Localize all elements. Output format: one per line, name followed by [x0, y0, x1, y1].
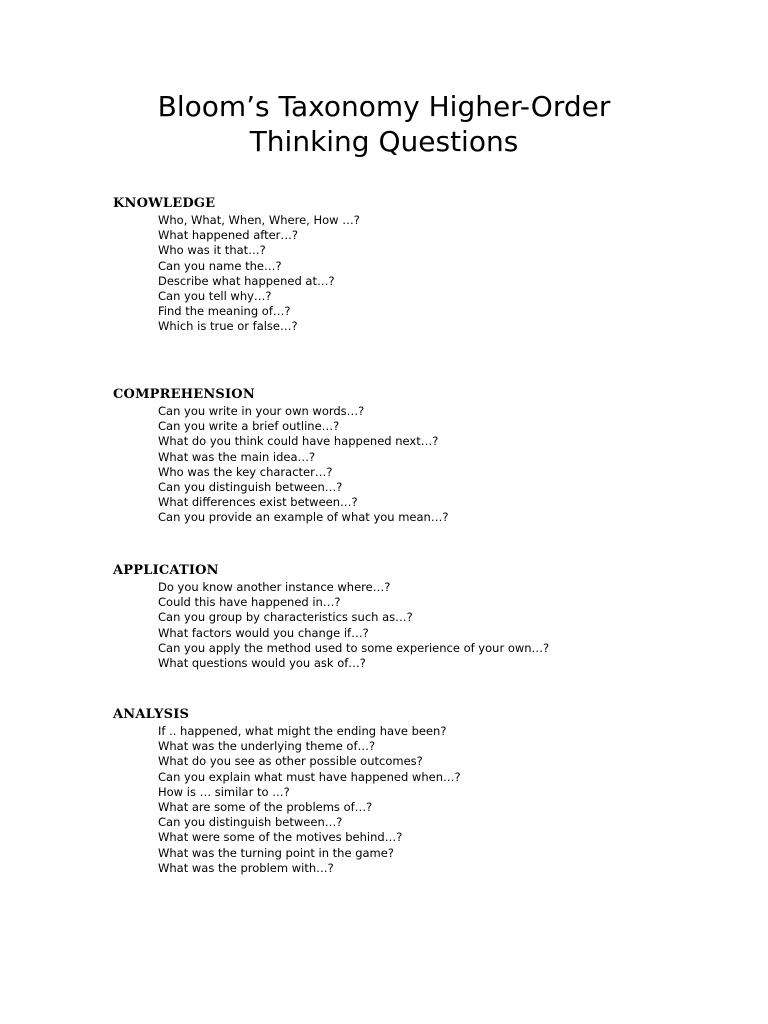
question-item: What questions would you ask of…? — [158, 655, 366, 670]
question-item: Who was it that…? — [158, 243, 266, 258]
question-item: Who, What, When, Where, How …? — [158, 213, 360, 227]
question-item: Can you write in your own words…? — [158, 404, 365, 418]
question-item: Which is true or false…? — [158, 319, 298, 334]
question-item: Do you know another instance where…? — [158, 580, 391, 594]
section-knowledge — [113, 196, 753, 335]
question-item: Can you apply the method used to some experience of your own…? — [158, 640, 550, 655]
question-item: Who was the key character…? — [158, 464, 333, 479]
question-item: Can you write a brief outline…? — [158, 419, 340, 434]
section-heading: KNOWLEDGE — [113, 196, 216, 211]
question-item: Can you distinguish between…? — [158, 479, 343, 494]
question-item: What happened after…? — [158, 228, 299, 243]
section-comprehension — [113, 387, 753, 526]
page-title-line-1: Bloom’s Taxonomy Higher-Order — [157, 90, 611, 123]
question-item: What are some of the problems of…? — [158, 799, 373, 814]
question-item: What do you see as other possible outcomes? — [158, 754, 423, 769]
question-item: How is … similar to …? — [158, 784, 290, 799]
question-item: What were some of the motives behind…? — [158, 830, 403, 845]
section-heading: APPLICATION — [113, 563, 219, 578]
section-analysis — [113, 707, 753, 876]
question-item: What do you think could have happened next…? — [158, 434, 439, 449]
question-item: Can you tell why…? — [158, 288, 272, 303]
question-item: Can you distinguish between…? — [158, 815, 343, 830]
question-item: Find the meaning of…? — [158, 304, 291, 319]
question-item: Describe what happened at…? — [158, 273, 335, 288]
question-item: What was the problem with…? — [158, 860, 334, 875]
question-list — [113, 724, 753, 876]
section-heading: ANALYSIS — [113, 707, 190, 722]
page-title-line-2: Thinking Questions — [249, 125, 519, 158]
question-list — [113, 213, 753, 335]
section-application — [113, 563, 753, 671]
question-item: What was the turning point in the game? — [158, 845, 394, 860]
section-heading: COMPREHENSION — [113, 387, 255, 402]
question-item: Could this have happened in…? — [158, 595, 341, 610]
question-list — [113, 404, 753, 526]
question-item: What differences exist between…? — [158, 495, 358, 510]
question-item: What factors would you change if…? — [158, 625, 369, 640]
question-item: Can you name the…? — [158, 258, 282, 273]
question-item: Can you explain what must have happened when…? — [158, 769, 461, 784]
question-item: If .. happened, what might the ending have been? — [158, 724, 447, 738]
question-item: Can you group by characteristics such as…? — [158, 610, 413, 625]
page-title — [0, 89, 768, 159]
question-list — [113, 580, 753, 671]
question-item: What was the main idea…? — [158, 449, 316, 464]
question-item: Can you provide an example of what you mean…? — [158, 510, 449, 525]
question-item: What was the underlying theme of…? — [158, 739, 376, 754]
